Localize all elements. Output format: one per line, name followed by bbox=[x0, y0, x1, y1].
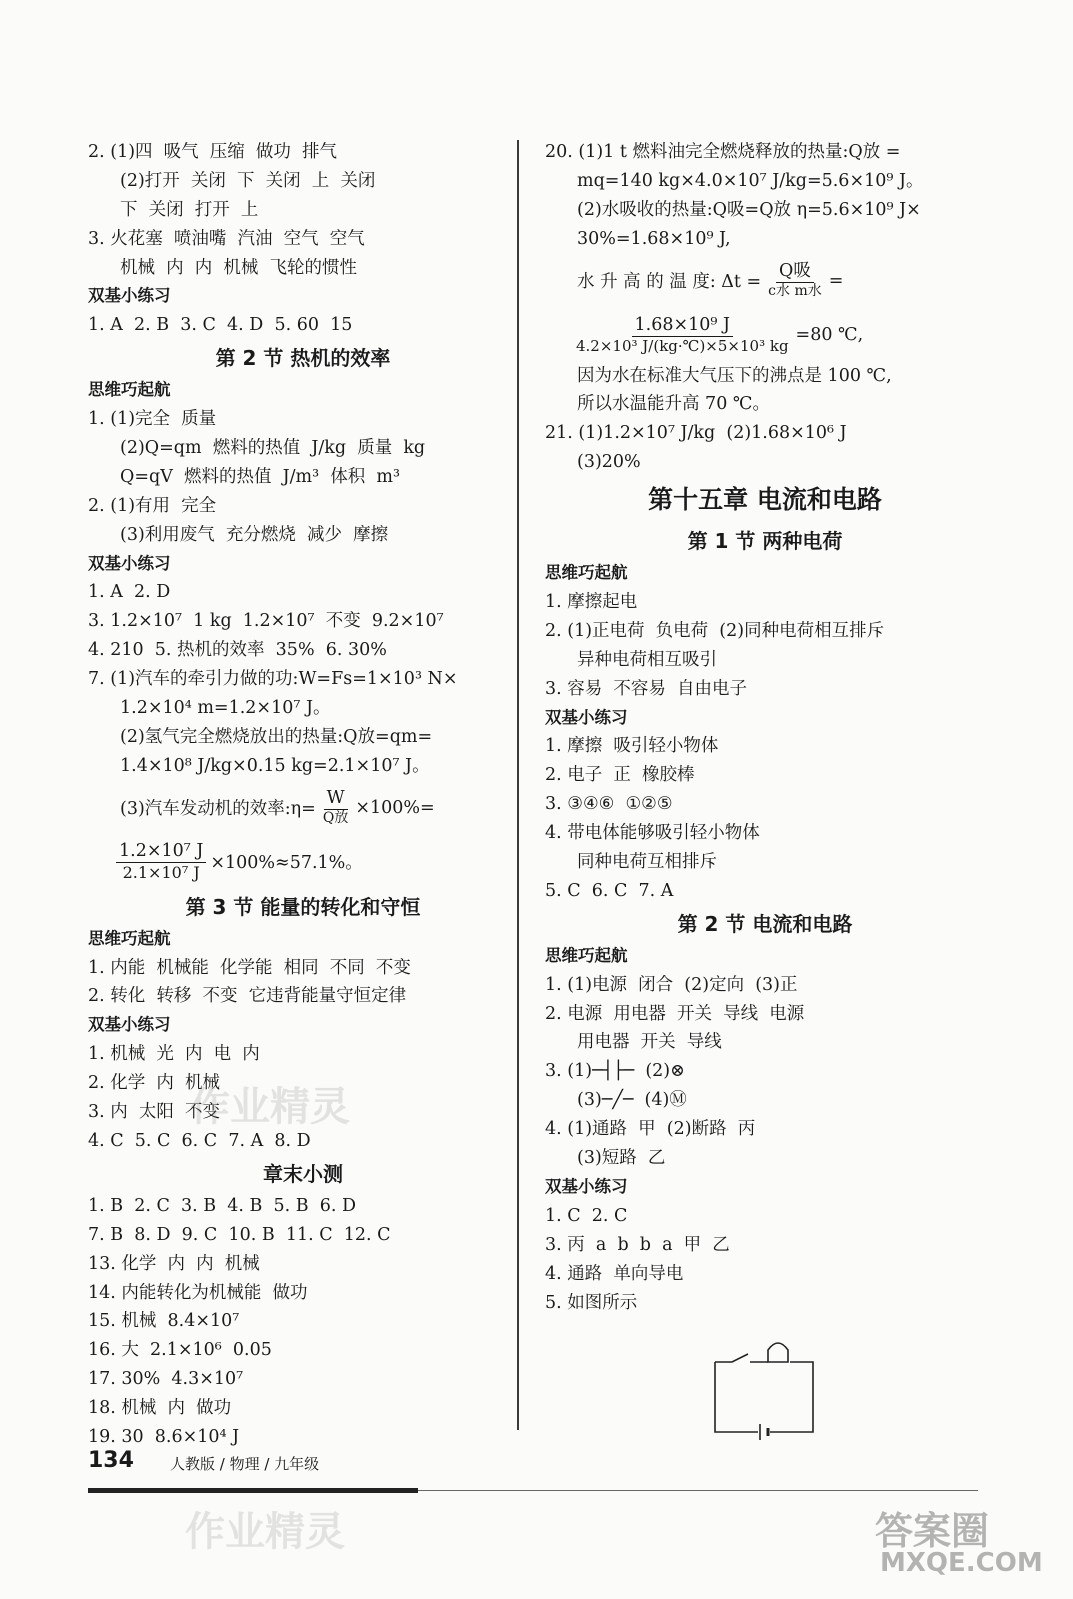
answer-line: 3. 丙 a b b a 甲 乙 bbox=[545, 1234, 730, 1255]
answer-line: 1. A 2. B 3. C 4. D 5. 60 15 bbox=[88, 315, 353, 336]
answer-line: 15. 机械 8.4×10⁷ bbox=[88, 1311, 240, 1332]
answer-line: 1. 机械 光 内 电 内 bbox=[88, 1044, 260, 1065]
answer-line: 2. 电子 正 橡胶棒 bbox=[545, 765, 695, 786]
answer-line: (3)利用废气 充分燃烧 减少 摩擦 bbox=[120, 524, 389, 545]
subsection-label: 思维巧起航 bbox=[545, 563, 628, 583]
temp-num: Q吸 bbox=[776, 261, 814, 283]
answer-line: (3)20% bbox=[577, 452, 641, 473]
temp2-num: 1.68×10⁹ J bbox=[632, 315, 734, 337]
eff2-suffix: ×100%≈57.1%。 bbox=[210, 853, 363, 874]
answer-line: 3. 1.2×10⁷ 1 kg 1.2×10⁷ 不变 9.2×10⁷ bbox=[88, 611, 444, 632]
footer-thin-rule bbox=[418, 1490, 978, 1491]
answer-line: 1. 摩擦 吸引轻小物体 bbox=[545, 736, 719, 757]
answer-line: 1. 内能 机械能 化学能 相同 不同 不变 bbox=[88, 957, 411, 978]
efficiency-formula bbox=[88, 781, 518, 835]
temperature-formula bbox=[545, 254, 985, 308]
answer-line: 3. 容易 不容易 自由电子 bbox=[545, 678, 748, 699]
answer-line: (2)氢气完全燃烧放出的热量:Q放=qm= bbox=[120, 726, 433, 747]
answer-line: (3)短路 乙 bbox=[577, 1148, 666, 1169]
temperature-result bbox=[545, 308, 985, 362]
answer-line: 14. 内能转化为机械能 做功 bbox=[88, 1282, 308, 1303]
left-column bbox=[88, 138, 518, 1452]
answer-line: 机械 内 内 机械 飞轮的惯性 bbox=[120, 257, 358, 278]
answer-line: 3. (1)─┤├─ (2)⊗ bbox=[545, 1061, 685, 1082]
circuit-diagram bbox=[710, 1332, 820, 1442]
temp2-fraction bbox=[573, 315, 792, 355]
efficiency-result bbox=[88, 835, 518, 889]
subsection-label: 双基小练习 bbox=[88, 286, 171, 306]
eff-num: W bbox=[324, 788, 348, 810]
answer-line: 5. C 6. C 7. A bbox=[545, 880, 674, 901]
answer-line: 1.4×10⁸ J/kg×0.15 kg=2.1×10⁷ J。 bbox=[120, 755, 430, 776]
answer-line: (2)Q=qm 燃料的热值 J/kg 质量 kg bbox=[120, 438, 426, 459]
temp-suffix: = bbox=[828, 270, 844, 291]
eff2-den: 2.1×10⁷ J bbox=[122, 863, 200, 883]
answer-line: (2)打开 关闭 下 关闭 上 关闭 bbox=[120, 170, 376, 191]
answer-line: 17. 30% 4.3×10⁷ bbox=[88, 1369, 244, 1390]
right-column bbox=[545, 138, 985, 1317]
answer-line: (2)水吸收的热量:Q吸=Q放 η=5.6×10⁹ J× bbox=[577, 199, 921, 220]
answer-line: Q=qV 燃料的热值 J/m³ 体积 m³ bbox=[120, 466, 400, 487]
subsection-label: 双基小练习 bbox=[545, 707, 628, 727]
section-title: 第 3 节 能量的转化和守恒 bbox=[185, 894, 421, 919]
section-title: 第 1 节 两种电荷 bbox=[687, 529, 843, 554]
answer-line: 2. (1)有用 完全 bbox=[88, 495, 217, 516]
answer-line: 2. 转化 转移 不变 它违背能量守恒定律 bbox=[88, 986, 407, 1007]
answer-line: 3. 火花塞 喷油嘴 汽油 空气 空气 bbox=[88, 228, 365, 249]
answer-line: 1. B 2. C 3. B 4. B 5. B 6. D bbox=[88, 1195, 357, 1216]
watermark-url: MXQE.COM bbox=[880, 1548, 1043, 1578]
answer-line: 同种电荷互相排斥 bbox=[577, 852, 717, 873]
bell-icon bbox=[768, 1343, 788, 1362]
answer-line: 5. 如图所示 bbox=[545, 1292, 638, 1313]
answer-line: 异种电荷相互吸引 bbox=[577, 649, 717, 670]
answer-line: 1. 摩擦起电 bbox=[545, 592, 638, 613]
answer-line: 2. 化学 内 机械 bbox=[88, 1073, 221, 1094]
book-info: 人教版 / 物理 / 九年级 bbox=[170, 1455, 320, 1473]
answer-line: 1. (1)电源 闭合 (2)定向 (3)正 bbox=[545, 974, 798, 995]
subsection-label: 思维巧起航 bbox=[88, 928, 171, 948]
subsection-label: 思维巧起航 bbox=[88, 380, 171, 400]
answer-line: 3. 内 太阳 不变 bbox=[88, 1102, 221, 1123]
watermark: 作业精灵 bbox=[190, 1084, 350, 1130]
chapter-title: 第十五章 电流和电路 bbox=[648, 485, 882, 515]
subsection-label: 思维巧起航 bbox=[545, 945, 628, 965]
eff-fraction bbox=[320, 788, 351, 827]
footer-rule bbox=[88, 1488, 418, 1493]
answer-line: 所以水温能升高 70 ℃。 bbox=[577, 394, 770, 415]
circuit-wire-right bbox=[770, 1362, 813, 1432]
left-block-a bbox=[88, 138, 518, 781]
eff-prefix: (3)汽车发动机的效率:η= bbox=[120, 799, 316, 820]
answer-line: 7. (1)汽车的牵引力做的功:W=Fs=1×10³ N× bbox=[88, 669, 458, 690]
answer-line: 2. (1)正电荷 负电荷 (2)同种电荷相互排斥 bbox=[545, 620, 885, 641]
switch-icon bbox=[715, 1354, 748, 1362]
answer-line: 3. ③④⑥ ①②⑤ bbox=[545, 794, 673, 815]
answer-line: 2. (1)四 吸气 压缩 做功 排气 bbox=[88, 142, 338, 162]
answer-line: 30%=1.68×10⁹ J, bbox=[577, 228, 731, 249]
page-number: 134 bbox=[88, 1448, 134, 1473]
answer-line: 4. C 5. C 6. C 7. A 8. D bbox=[88, 1130, 311, 1151]
eff-den: Q放 bbox=[322, 810, 349, 827]
subsection-label: 双基小练习 bbox=[545, 1176, 628, 1196]
left-block-b bbox=[88, 889, 518, 1452]
answer-line: 4. (1)通路 甲 (2)断路 丙 bbox=[545, 1119, 756, 1140]
answer-line: 4. 带电体能够吸引轻小物体 bbox=[545, 823, 760, 844]
answer-line: 1. (1)完全 质量 bbox=[88, 409, 217, 430]
subsection-label: 双基小练习 bbox=[88, 553, 171, 573]
answer-line: 21. (1)1.2×10⁷ J/kg (2)1.68×10⁶ J bbox=[545, 423, 847, 444]
section-title: 章末小测 bbox=[263, 1161, 343, 1186]
subsection-label: 双基小练习 bbox=[88, 1015, 171, 1035]
answer-line: 19. 30 8.6×10⁴ J bbox=[88, 1426, 240, 1447]
watermark: 作业精灵 bbox=[185, 1509, 345, 1555]
answer-line: 1. C 2. C bbox=[545, 1205, 628, 1226]
answer-line: mq=140 kg×4.0×10⁷ J/kg=5.6×10⁹ J。 bbox=[577, 170, 924, 191]
temp-den: c水 m水 bbox=[768, 283, 822, 300]
circuit-wire-left bbox=[715, 1362, 758, 1432]
temp-prefix: 水 升 高 的 温 度: Δt = bbox=[577, 272, 762, 293]
answer-line: 1.2×10⁴ m=1.2×10⁷ J。 bbox=[120, 698, 331, 719]
answer-line: 4. 通路 单向导电 bbox=[545, 1263, 684, 1284]
answer-line: 13. 化学 内 内 机械 bbox=[88, 1253, 260, 1274]
answer-line: 下 关闭 打开 上 bbox=[120, 199, 259, 220]
answer-line: 用电器 开关 导线 bbox=[577, 1032, 722, 1053]
answer-line: 7. B 8. D 9. C 10. B 11. C 12. C bbox=[88, 1224, 391, 1245]
answer-line: 1. A 2. D bbox=[88, 582, 171, 603]
temp2-suffix: =80 ℃, bbox=[795, 324, 864, 345]
eff2-fraction bbox=[116, 841, 206, 882]
answer-line: 因为水在标准大气压下的沸点是 100 ℃, bbox=[577, 365, 892, 386]
section-title: 第 2 节 热机的效率 bbox=[215, 346, 391, 371]
answer-line: 20. (1)1 t 燃料油完全燃烧释放的热量:Q放 = bbox=[545, 142, 901, 162]
right-block-b bbox=[545, 362, 985, 1318]
answer-line: 2. 电源 用电器 开关 导线 电源 bbox=[545, 1003, 805, 1024]
eff-suffix: ×100%= bbox=[355, 797, 435, 818]
temp-fraction bbox=[765, 261, 825, 300]
answer-line: 18. 机械 内 做功 bbox=[88, 1398, 232, 1419]
right-block-a bbox=[545, 138, 985, 254]
answer-line: (3)─╱─ (4)Ⓜ bbox=[577, 1090, 687, 1111]
eff2-num: 1.2×10⁷ J bbox=[116, 841, 206, 863]
watermark-logo: 答案圈 bbox=[875, 1509, 990, 1553]
temp2-den: 4.2×10³ J/(kg·℃)×5×10³ kg bbox=[576, 336, 789, 355]
section-title: 第 2 节 电流和电路 bbox=[677, 911, 853, 936]
answer-line: 16. 大 2.1×10⁶ 0.05 bbox=[88, 1340, 272, 1361]
answer-line: 4. 210 5. 热机的效率 35% 6. 30% bbox=[88, 640, 387, 661]
